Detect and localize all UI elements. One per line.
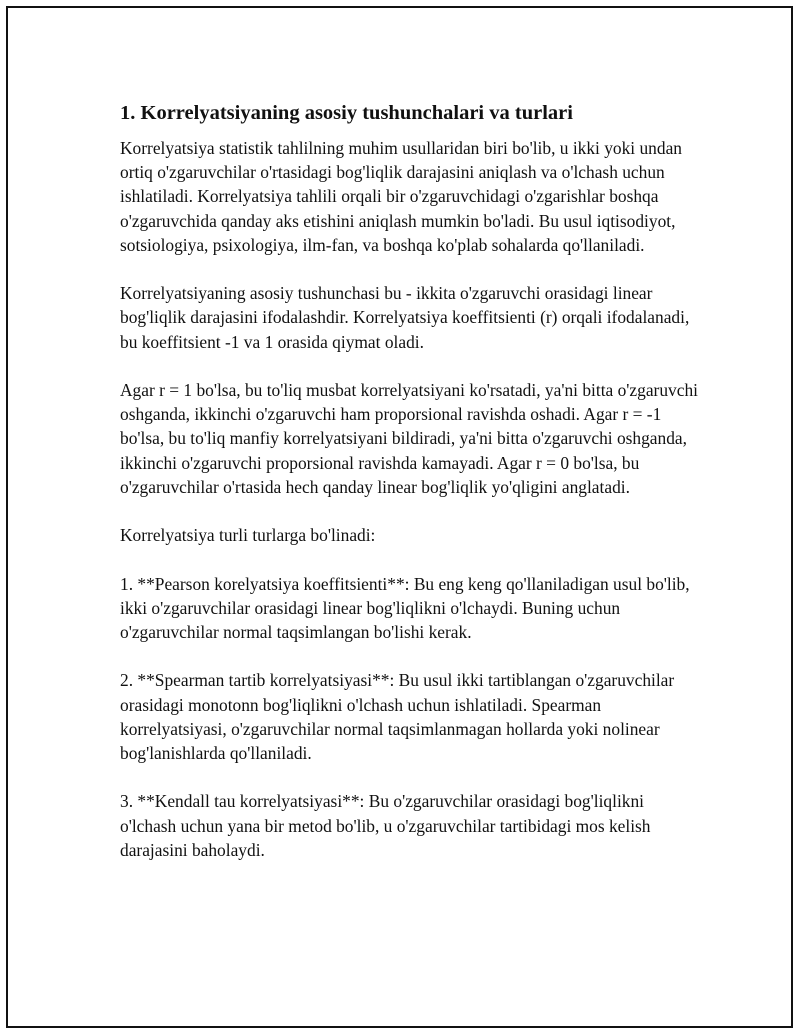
document-body bbox=[120, 100, 700, 862]
paragraph-concept: Korrelyatsiyaning asosiy tushunchasi bu - ikkita o'zgaruvchi orasidagi linear bog'liqlik darajasini ifodalashdir. Korrelyatsiya koeffitsienti (r) orqali ifodalanadi, bu koeffitsient -1 va 1 orasida qiymat oladi. bbox=[120, 283, 690, 352]
paragraph-pearson: 1. **Pearson korelyatsiya koeffitsienti**: Bu eng keng qo'llaniladigan usul bo'lib, ikki o'zgaruvchilar orasidagi linear bog'liqlikni o'lchaydi. Buning uchun o'zgaruvchilar normal taqsimlangan bo'lishi kerak. bbox=[120, 573, 690, 642]
paragraph-kendall: 3. **Kendall tau korrelyatsiyasi**: Bu o'zgaruvchilar orasidagi bog'liqlikni o'lchash uchun yana bir metod bo'lib, u o'zgaruvchilar tartibidagi mos kelish darajasini baholaydi. bbox=[120, 791, 651, 860]
paragraph-intro: Korrelyatsiya statistik tahlilning muhim usullaridan biri bo'lib, u ikki yoki undan ortiq o'zgaruvchilar o'rtasidagi bog'liqlik darajasini aniqlash va o'lchash uchun ishlatiladi. Korrelyatsiya tahlili orqali bir o'zgaruvchidagi o'zgarishlar boshqa o'zgaruvchida qanday aks etishini aniqlash mumkin bo'ladi. Bu usul iqtisodiyot, sotsiologiya, psixologiya, ilm-fan, va boshqa ko'plab sohalarda qo'llaniladi. bbox=[120, 138, 682, 255]
page-frame bbox=[6, 6, 793, 1028]
paragraph-coefficient-values: Agar r = 1 bo'lsa, bu to'liq musbat korrelyatsiyani ko'rsatadi, ya'ni bitta o'zgaruvchi oshganda, ikkinchi o'zgaruvchi ham proporsional ravishda oshadi. Agar r = -1 bo'lsa, bu to'liq manfiy korrelyatsiyani bildiradi, ya'ni bitta o'zgaruvchi oshganda, ikkinchi o'zgaruvchi proporsional ravishda kamayadi. Agar r = 0 bo'lsa, bu o'zgaruvchilar o'rtasida hech qanday linear bog'liqlik yo'qligini anglatadi. bbox=[120, 380, 698, 497]
page-title: 1. Korrelyatsiyaning asosiy tushunchalari va turlari bbox=[120, 102, 573, 124]
paragraph-spearman: 2. **Spearman tartib korrelyatsiyasi**: Bu usul ikki tartiblangan o'zgaruvchilar orasidagi monotonn bog'liqlikni o'lchash uchun ishlatiladi. Spearman korrelyatsiyasi, o'zgaruvchilar normal taqsimlanmagan hollarda yoki nolinear bog'lanishlarda qo'llaniladi. bbox=[120, 670, 675, 763]
paragraph-types-intro: Korrelyatsiya turli turlarga bo'linadi: bbox=[120, 525, 376, 546]
